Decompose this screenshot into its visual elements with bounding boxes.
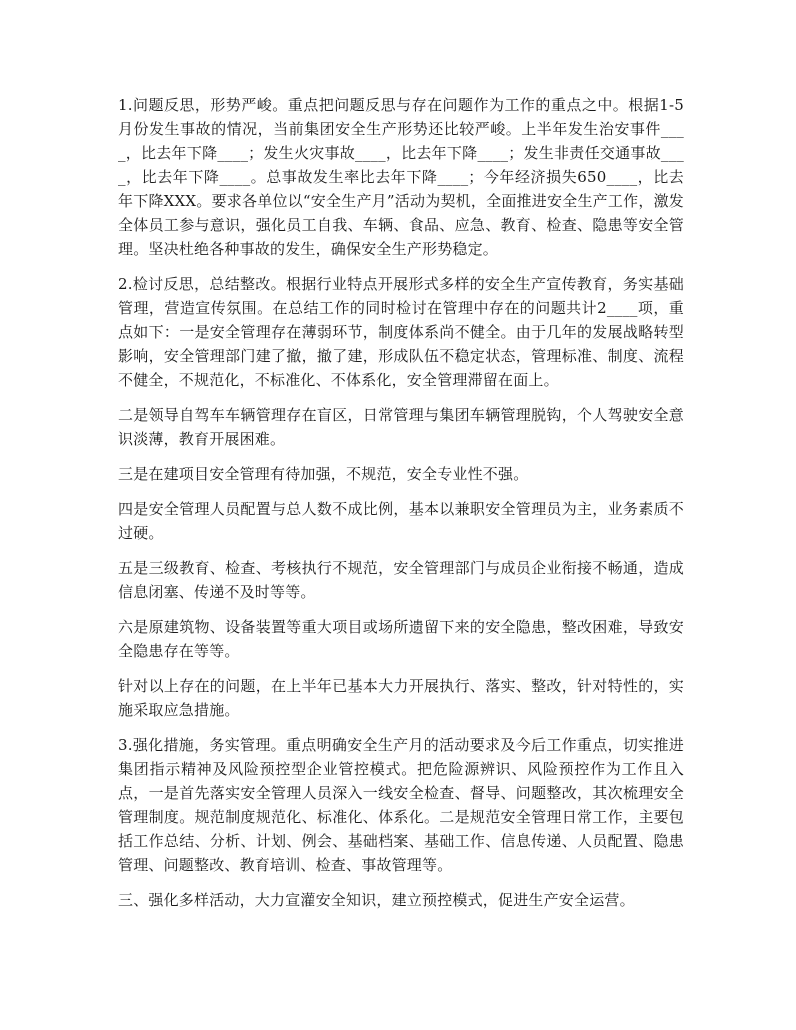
paragraph-issue-four: 四是安全管理人员配置与总人数不成比例，基本以兼职安全管理员为主，业务素质不过硬。 (118, 500, 684, 542)
document-body (118, 93, 684, 923)
paragraph-review-rectification: 2.检讨反思，总结整改。根据行业特点开展形式多样的安全生产宣传教育，务实基础管理，营造宣传氛围。在总结工作的同时检讨在管理中存在的问题共计2____项，重点如下：一是安全管理存在薄弱环节，制度体系尚不健全。由于几年的发展战略转型影响，安全管理部门建了撤，撤了建，形成队伍不稳定状态，管理标准、制度、流程不健全，不规范化，不标准化、不体系化，安全管理滞留在面上。 (118, 275, 684, 389)
paragraph-issue-three: 三是在建项目安全管理有待加强，不规范，安全专业性不强。 (118, 465, 529, 483)
paragraph-problem-reflection: 1.问题反思，形势严峻。重点把问题反思与存在问题作为工作的重点之中。根据1-5月份发生事故的情况，当前集团安全生产形势还比较严峻。上半年发生治安事件____，比去年下降____；发生火灾事故____，比去年下降____；发生非责任交通事故____，比去年下降____。总事故发生率比去年下降____；今年经济损失650____，比去年下降XXX。要求各单位以“安全生产月”活动为契机，全面推进安全生产工作，激发全体员工参与意识，强化员工自我、车辆、食品、应急、教育、检查、隐患等安全管理。坚决杜绝各种事故的发生，确保安全生产形势稳定。 (118, 96, 684, 258)
paragraph-section-three: 三、强化多样活动，大力宣灌安全知识，建立预控模式，促进生产安全运营。 (118, 891, 635, 909)
paragraph-issue-six: 六是原建筑物、设备装置等重大项目或场所遗留下来的安全隐患，整改困难，导致安全隐患存在等等。 (118, 618, 684, 660)
paragraph-issue-five: 五是三级教育、检查、考核执行不规范，安全管理部门与成员企业衔接不畅通，造成信息闭塞、传递不及时等等。 (118, 559, 684, 601)
paragraph-strengthen-measures: 3.强化措施，务实管理。重点明确安全生产月的活动要求及今后工作重点，切实推进集团指示精神及风险预控型企业管控模式。把危险源辨识、风险预控作为工作且入点，一是首先落实安全管理人员深入一线安全检查、督导、问题整改，其次梳理安全管理制度。规范制度规范化、标准化、体系化。二是规范安全管理日常工作，主要包括工作总结、分析、计划、例会、基础档案、基础工作、信息传递、人员配置、隐患管理、问题整改、教育培训、检查、事故管理等。 (118, 736, 684, 874)
paragraph-response-summary: 针对以上存在的问题，在上半年已基本大力开展执行、落实、整改，针对特性的，实施采取应急措施。 (118, 677, 684, 719)
paragraph-issue-two: 二是领导自驾车车辆管理存在盲区，日常管理与集团车辆管理脱钩，个人驾驶安全意识淡薄，教育开展困难。 (118, 406, 684, 448)
